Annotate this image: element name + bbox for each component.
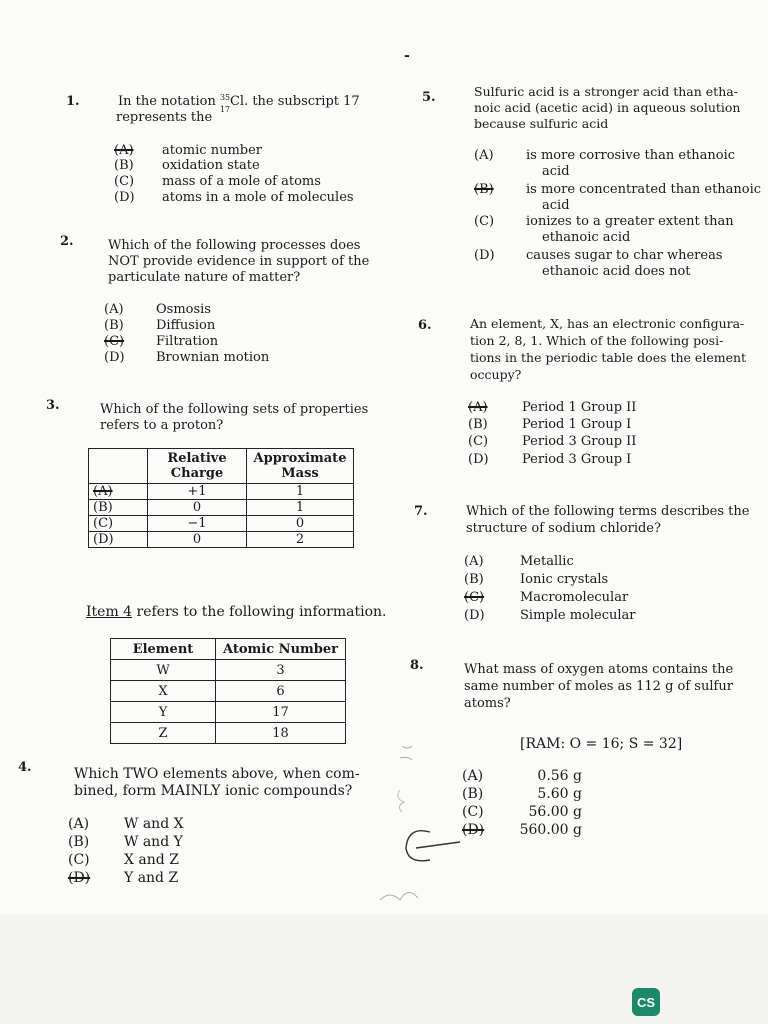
q2-stem-2: NOT provide evidence in support of the <box>108 254 370 269</box>
q6-option-b[interactable]: (B) Period 1 Group I <box>468 417 632 432</box>
q8-stem-2: same number of moles as 112 g of sulfur <box>464 679 733 694</box>
q7-option-d[interactable]: (D) Simple molecular <box>464 608 636 623</box>
q8-option-a[interactable]: (A) 0.56 g <box>462 768 582 784</box>
q8-stem-1: What mass of oxygen atoms contains the <box>464 662 734 677</box>
q7-option-a[interactable]: (A) Metallic <box>464 554 574 569</box>
q4-stem-1: Which TWO elements above, when com- <box>74 766 360 782</box>
q1-symbol: Cl <box>229 94 245 109</box>
q6-option-a[interactable]: (A) Period 1 Group II <box>468 400 637 415</box>
q5-option-b[interactable]: (B) is more concentrated than ethanoic <box>474 182 762 197</box>
table-row: X 6 <box>111 681 346 702</box>
q7-stem-1: Which of the following terms describes the <box>466 504 750 519</box>
q2-option-d[interactable]: (D) Brownian motion <box>104 350 270 365</box>
scribble-mark <box>380 892 418 900</box>
q1-stem-c: represents the <box>116 110 213 125</box>
q1-stem: In the notation 35 17 Cl. the subscript 17 <box>118 93 360 114</box>
answer-circle-mark <box>406 831 430 861</box>
q6-stem-3: tions in the periodic table does the element <box>470 350 747 365</box>
q7-number: 7. <box>414 504 428 519</box>
q2-stem-3: particulate nature of matter? <box>108 270 301 285</box>
q5-option-c-cont: ethanoic acid <box>542 230 631 245</box>
q3-stem-2: refers to a proton? <box>100 418 224 433</box>
q8-option-d[interactable]: (D) 560.00 g <box>462 822 582 838</box>
q1-option-b[interactable]: (B) oxidation state <box>114 158 260 173</box>
item4-table <box>110 638 346 744</box>
scribble-mark <box>400 746 412 760</box>
q6-number: 6. <box>418 318 432 333</box>
answer-pointer-mark <box>416 842 460 848</box>
q5-number: 5. <box>422 90 436 105</box>
table-row[interactable]: (B) 0 1 <box>89 500 354 516</box>
q4-stem-2: bined, form MAINLY ionic compounds? <box>74 783 353 799</box>
q2-option-c[interactable]: (C) Filtration <box>104 334 219 349</box>
q8-ram: [RAM: O = 16; S = 32] <box>520 736 683 752</box>
q5-option-a-cont: acid <box>542 164 570 179</box>
q5-stem-2: noic acid (acetic acid) in aqueous solution <box>474 100 741 115</box>
pencil-scribble <box>380 740 470 910</box>
q3-stem-1: Which of the following sets of properties <box>100 402 369 417</box>
q5-stem-3: because sulfuric acid <box>474 116 609 131</box>
q4-number: 4. <box>18 760 32 775</box>
q7-option-b[interactable]: (B) Ionic crystals <box>464 572 609 587</box>
q1-option-d[interactable]: (D) atoms in a mole of molecules <box>114 190 354 205</box>
table-row: Z 18 <box>111 723 346 744</box>
q5-option-b-cont: acid <box>542 198 570 213</box>
q7-stem-2: structure of sodium chloride? <box>466 521 661 536</box>
q8-number: 8. <box>410 658 424 673</box>
q3-table <box>88 448 354 548</box>
q6-stem-2: tion 2, 8, 1. Which of the following posi- <box>470 333 724 348</box>
table-row: Y 17 <box>111 702 346 723</box>
q5-stem-1: Sulfuric acid is a stronger acid than etha- <box>474 84 738 99</box>
scribble-mark <box>398 790 404 812</box>
q5-option-a[interactable]: (A) is more corrosive than ethanoic <box>474 148 736 163</box>
table-row[interactable]: (A) +1 1 <box>89 484 354 500</box>
camscanner-logo: CS <box>632 988 660 1016</box>
q6-stem-1: An element, X, has an electronic configura- <box>470 316 745 331</box>
q2-option-a[interactable]: (A) Osmosis <box>104 302 211 317</box>
q6-stem-4: occupy? <box>470 367 522 382</box>
q8-option-b[interactable]: (B) 5.60 g <box>462 786 582 802</box>
q6-option-d[interactable]: (D) Period 3 Group I <box>468 452 632 467</box>
q2-stem-1: Which of the following processes does <box>108 238 361 253</box>
q1-number: 1. <box>66 94 80 109</box>
top-mark: - <box>404 48 410 64</box>
table-row[interactable]: (C) −1 0 <box>89 516 354 532</box>
q5-option-c[interactable]: (C) ionizes to a greater extent than <box>474 214 734 229</box>
q1-option-c[interactable]: (C) mass of a mole of atoms <box>114 174 321 189</box>
q8-option-c[interactable]: (C) 56.00 g <box>462 804 582 820</box>
q4-option-a[interactable]: (A) W and X <box>68 816 184 832</box>
q1-option-a[interactable]: (A) atomic number <box>114 143 263 158</box>
q8-stem-3: atoms? <box>464 696 511 711</box>
q2-option-b[interactable]: (B) Diffusion <box>104 318 216 333</box>
q4-option-b[interactable]: (B) W and Y <box>68 834 183 850</box>
q4-option-c[interactable]: (C) X and Z <box>68 852 179 868</box>
q3-table-header: Relative Charge Approximate Mass <box>89 449 354 484</box>
item4-label: Item 4 refers to the following information. <box>86 604 387 620</box>
q4-option-d[interactable]: (D) Y and Z <box>68 870 179 886</box>
q5-option-d[interactable]: (D) causes sugar to char whereas <box>474 248 723 263</box>
q7-option-c[interactable]: (C) Macromolecular <box>464 590 629 605</box>
q3-number: 3. <box>46 398 60 413</box>
q5-option-d-cont: ethanoic acid does not <box>542 264 691 279</box>
q1-stem-b: . the subscript 17 <box>244 94 360 109</box>
q6-option-c[interactable]: (C) Period 3 Group II <box>468 434 637 449</box>
table-row[interactable]: (D) 0 2 <box>89 532 354 548</box>
q2-number: 2. <box>60 234 74 249</box>
q1-stem-a: In the notation <box>118 94 220 109</box>
item4-table-header: Element Atomic Number <box>111 639 346 660</box>
table-row: W 3 <box>111 660 346 681</box>
